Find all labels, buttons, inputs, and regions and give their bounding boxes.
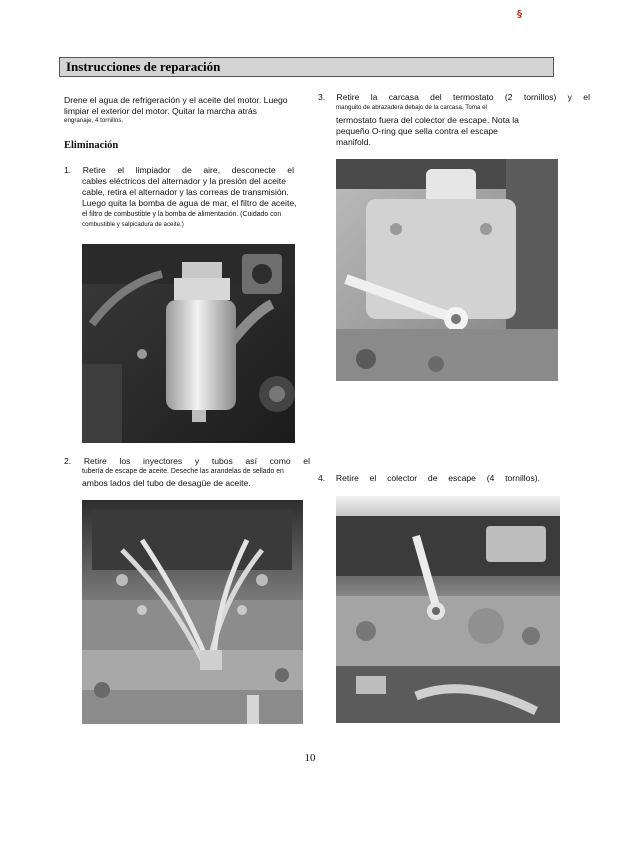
engine-fuel-filter-photo xyxy=(82,244,295,443)
corner-mark-icon: § xyxy=(517,9,522,20)
intro-line-3: engranaje, 4 tornillos. xyxy=(64,117,124,124)
intro-line-2: limpiar el exterior del motor. Quitar la marcha atrás xyxy=(64,106,257,116)
page-number: 10 xyxy=(304,752,316,764)
step1-line-5: el filtro de combustible y la bomba de alimentación. (Cuidado con xyxy=(82,211,282,218)
step2-line-2: tubería de escape de aceite. Deseche las arandelas de sellado en xyxy=(82,468,284,475)
step1-line-4: Luego quita la bomba de agua de mar, el filtro de aceite, xyxy=(82,198,297,208)
section-header-bar xyxy=(59,57,554,77)
step4-line-1: 4. Retire el colector de escape (4 tornillos). xyxy=(318,473,540,483)
step3-line-1: 3. Retire la carcasa del termostato (2 tornillos) y el xyxy=(318,92,590,102)
step1-line-6: combustible y salpicadura de aceite.) xyxy=(82,221,184,228)
step3-line-5: manifold. xyxy=(336,137,371,147)
step2-line-3: ambos lados del tubo de desagüe de aceite. xyxy=(82,478,251,488)
step2-line-1: 2. Retire los inyectores y tubos así como el xyxy=(64,456,310,466)
section-title-eliminacion: Eliminación xyxy=(64,140,119,151)
step3-line-4: pequeño O-ring que sella contra el escape xyxy=(336,126,498,136)
page-title: Instrucciones de reparación xyxy=(66,59,221,74)
injector-pipes-photo xyxy=(82,500,303,724)
step1-line-3: cable, retira el alternador y las correas de transmisión. xyxy=(82,187,289,197)
exhaust-manifold-photo xyxy=(336,496,560,723)
step1-line-1: 1. Retire el limpiador de aire, desconecte el xyxy=(64,165,294,175)
step3-line-3: termostato fuera del colector de escape. Nota la xyxy=(336,115,519,125)
thermostat-housing-photo xyxy=(336,159,558,381)
intro-line-1: Drene el agua de refrigeración y el aceite del motor. Luego xyxy=(64,95,288,105)
step3-line-2: manguito de abrazadera debajo de la carcasa. Toma el xyxy=(336,104,487,111)
step1-line-2: cables eléctricos del alternador y la presión del aceite xyxy=(82,176,286,186)
